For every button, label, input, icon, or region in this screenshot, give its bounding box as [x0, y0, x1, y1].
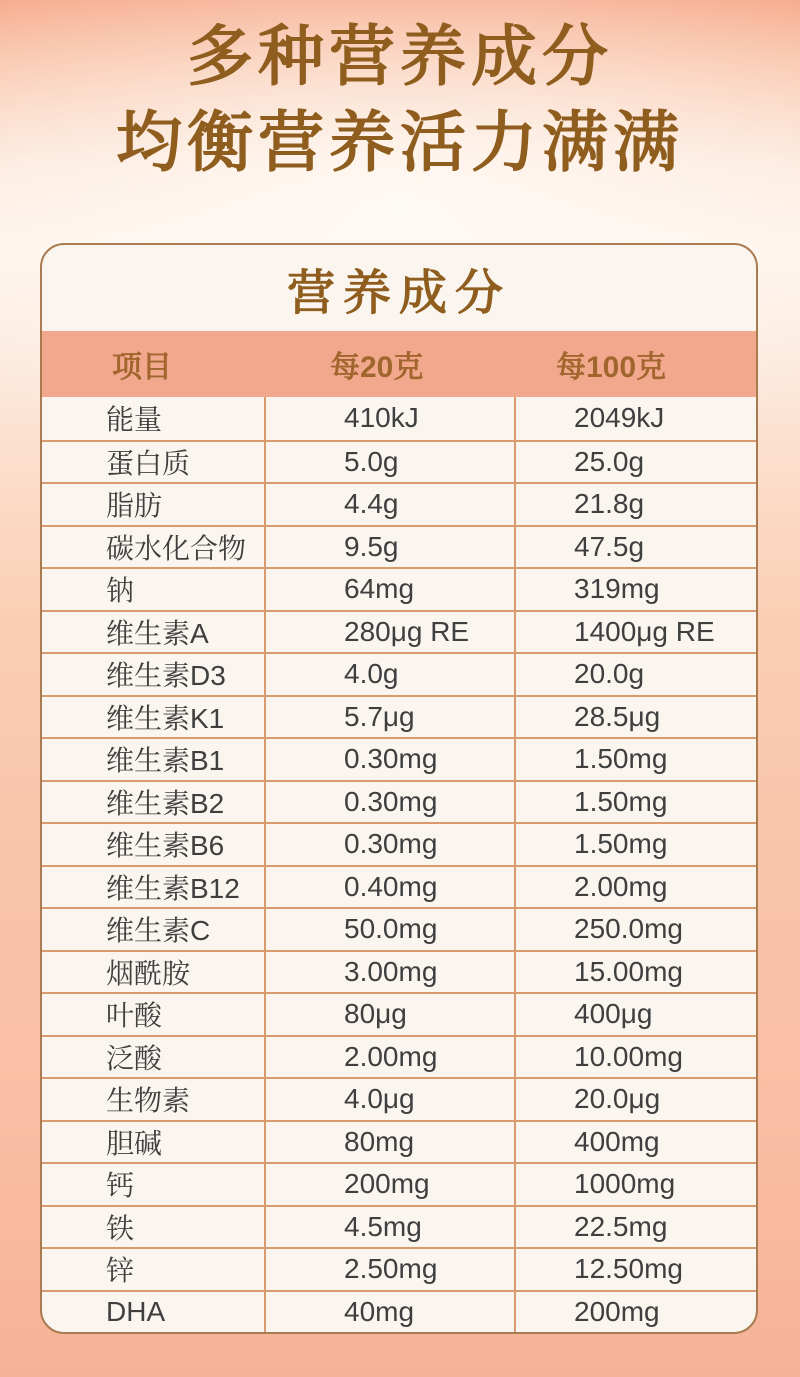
cell-item: 维生素K1	[106, 702, 225, 734]
table-row	[42, 737, 756, 780]
cell-item: 钙	[106, 1170, 135, 1202]
cell-item: 维生素B2	[106, 787, 225, 819]
cell-item: DHA	[106, 1295, 166, 1327]
table-row	[42, 652, 756, 695]
cell-item: 维生素A	[106, 617, 209, 649]
table-row	[42, 695, 756, 738]
table-row	[42, 1205, 756, 1248]
cell-per100: 10.00mg	[514, 1037, 756, 1078]
cell-per100: 25.0g	[514, 442, 756, 483]
cell-per100: 250.0mg	[514, 909, 756, 950]
cell-item: 胆碱	[106, 1127, 163, 1159]
cell-per20: 4.0μg	[264, 1079, 514, 1120]
cell-per100: 1.50mg	[514, 782, 756, 823]
cell-item: 泛酸	[106, 1042, 163, 1074]
cell-per20: 2.50mg	[264, 1249, 514, 1290]
table-header-row	[42, 331, 756, 397]
cell-per100: 20.0μg	[514, 1079, 756, 1120]
cell-item: 维生素D3	[106, 660, 226, 692]
cell-per100: 2.00mg	[514, 867, 756, 908]
table-row	[42, 482, 756, 525]
table-row	[42, 610, 756, 653]
table-row	[42, 907, 756, 950]
cell-item: 维生素B6	[106, 830, 225, 862]
cell-item: 维生素C	[106, 915, 211, 947]
cell-per20: 5.7μg	[264, 697, 514, 738]
table-row	[42, 865, 756, 908]
table-row	[42, 567, 756, 610]
table-row	[42, 1035, 756, 1078]
cell-item: 碳水化合物	[106, 532, 247, 564]
cell-item: 脂肪	[106, 490, 163, 522]
cell-per20: 4.4g	[264, 484, 514, 525]
cell-item: 维生素B1	[106, 745, 225, 777]
table-row	[42, 397, 756, 440]
hero-title-line2: 均衡营养活力满满	[116, 104, 684, 179]
cell-per20: 0.40mg	[264, 867, 514, 908]
table-body	[42, 397, 756, 1332]
cell-per20: 4.5mg	[264, 1207, 514, 1248]
cell-per100: 2049kJ	[514, 397, 756, 440]
cell-per20: 0.30mg	[264, 739, 514, 780]
cell-per100: 1400μg RE	[514, 612, 756, 653]
cell-per20: 9.5g	[264, 527, 514, 568]
table-row	[42, 1247, 756, 1290]
cell-per100: 400μg	[514, 994, 756, 1035]
cell-item: 烟酰胺	[106, 957, 191, 989]
cell-per100: 400mg	[514, 1122, 756, 1163]
cell-per20: 50.0mg	[264, 909, 514, 950]
cell-item: 蛋白质	[106, 447, 191, 479]
cell-per100: 28.5μg	[514, 697, 756, 738]
cell-per20: 40mg	[264, 1292, 514, 1333]
cell-per100: 20.0g	[514, 654, 756, 695]
cell-per100: 15.00mg	[514, 952, 756, 993]
cell-per20: 64mg	[264, 569, 514, 610]
cell-item: 叶酸	[106, 1000, 163, 1032]
table-row	[42, 950, 756, 993]
cell-per100: 12.50mg	[514, 1249, 756, 1290]
nutrition-table-title: 营养成分	[286, 266, 511, 320]
table-row	[42, 822, 756, 865]
hero-title	[0, 14, 800, 186]
cell-item: 钠	[106, 575, 135, 607]
cell-per100: 1.50mg	[514, 739, 756, 780]
cell-item: 锌	[106, 1255, 135, 1287]
cell-per100: 21.8g	[514, 484, 756, 525]
table-row	[42, 440, 756, 483]
cell-per20: 3.00mg	[264, 952, 514, 993]
cell-per20: 200mg	[264, 1164, 514, 1205]
cell-per20: 5.0g	[264, 442, 514, 483]
cell-per100: 47.5g	[514, 527, 756, 568]
cell-per20: 80μg	[264, 994, 514, 1035]
cell-per20: 2.00mg	[264, 1037, 514, 1078]
cell-per100: 1000mg	[514, 1164, 756, 1205]
cell-per20: 0.30mg	[264, 782, 514, 823]
cell-item: 生物素	[106, 1085, 191, 1117]
column-header-per20: 每20克	[330, 351, 424, 384]
cell-per100: 200mg	[514, 1292, 756, 1333]
nutrition-card	[40, 243, 758, 1334]
cell-item: 维生素B12	[106, 872, 240, 904]
cell-per20: 280μg RE	[264, 612, 514, 653]
cell-per100: 22.5mg	[514, 1207, 756, 1248]
column-header-item: 项目	[112, 351, 172, 384]
cell-per100: 319mg	[514, 569, 756, 610]
table-row	[42, 525, 756, 568]
table-row	[42, 1162, 756, 1205]
cell-item: 铁	[106, 1212, 135, 1244]
table-row	[42, 1290, 756, 1333]
hero-title-line1: 多种营养成分	[187, 19, 613, 93]
column-header-per100: 每100克	[556, 351, 667, 384]
table-row	[42, 1120, 756, 1163]
cell-item: 能量	[106, 404, 163, 436]
cell-per20: 80mg	[264, 1122, 514, 1163]
cell-per20: 410kJ	[264, 397, 514, 440]
cell-per20: 4.0g	[264, 654, 514, 695]
cell-per20: 0.30mg	[264, 824, 514, 865]
table-row	[42, 992, 756, 1035]
table-row	[42, 780, 756, 823]
cell-per100: 1.50mg	[514, 824, 756, 865]
table-row	[42, 1077, 756, 1120]
